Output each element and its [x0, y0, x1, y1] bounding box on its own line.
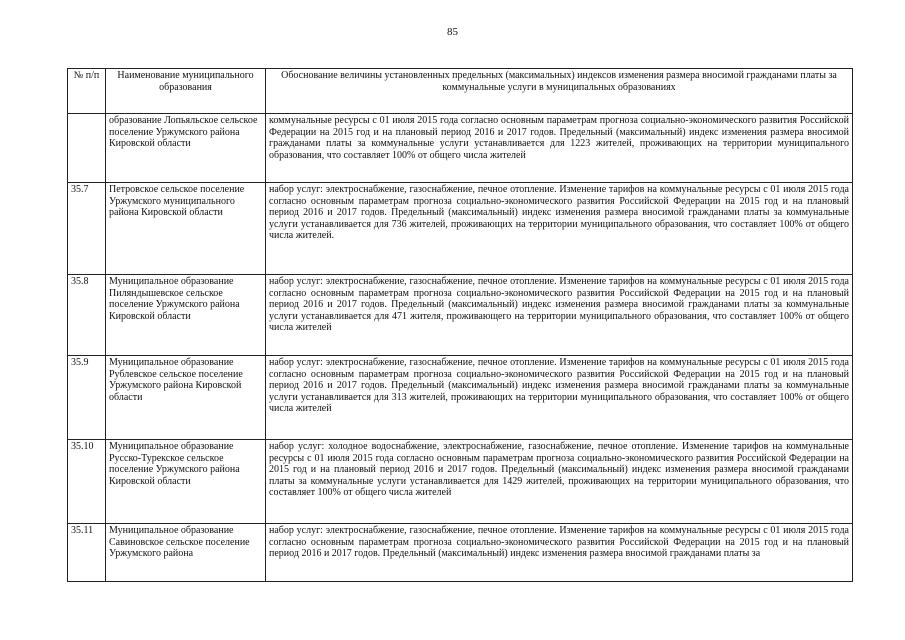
row-municipality-name: Муниципальное образование Пиляндышевское сельское поселение Уржумского района Кировской области — [106, 275, 266, 356]
tariff-index-table — [67, 68, 853, 582]
row-municipality-name: Муниципальное образование Русско-Турекское сельское поселение Уржумского района Кировской области — [106, 440, 266, 524]
table-row — [68, 356, 853, 440]
row-municipality-name: Муниципальное образование Савиновское сельское поселение Уржумского района — [106, 524, 266, 582]
row-number: 35.8 — [68, 275, 106, 356]
row-number — [68, 114, 106, 183]
row-number: 35.9 — [68, 356, 106, 440]
header-justification: Обоснование величины установленных предельных (максимальных) индексов изменения размера вносимой гражданами платы за коммунальные услуги в муниципальных образованиях — [266, 69, 853, 114]
row-justification: набор услуг: электроснабжение, газоснабжение, печное отопление. Изменение тарифов на коммунальные ресурсы с 01 июля 2015 года согласно основным параметрам прогноза социально-экономического развития Российской Федерации на 2015 год и на плановый период 2016 и 2017 годов. Предельный (максимальный) индекс изменения размера вносимой гражданами платы за — [266, 524, 853, 582]
row-justification: набор услуг: электроснабжение, газоснабжение, печное отопление. Изменение тарифов на коммунальные ресурсы с 01 июля 2015 года согласно основным параметрам прогноза социально-экономического развития Российской Федерации на 2015 год и на плановый период 2016 и 2017 годов. Предельный (максимальный) индекс изменения размера вносимой гражданами платы за коммунальные услуги устанавливается для 736 жителей, проживающих на территории муниципального образования, что составляет 100% от общего числа жителей. — [266, 183, 853, 275]
row-number: 35.7 — [68, 183, 106, 275]
row-municipality-name: Петровское сельское поселение Уржумского муниципального района Кировской области — [106, 183, 266, 275]
table-row — [68, 440, 853, 524]
row-municipality-name: образование Лопьяльское сельское поселение Уржумского района Кировской области — [106, 114, 266, 183]
header-municipality-name: Наименование муниципального образования — [106, 69, 266, 114]
row-number: 35.11 — [68, 524, 106, 582]
row-justification: набор услуг: холодное водоснабжение, электроснабжение, газоснабжение, печное отопление. Изменение тарифов на коммунальные ресурсы с 01 июля 2015 года согласно основным параметрам прогноза социально-экономического развития Российской Федерации на 2015 год и на плановый период 2016 и 2017 годов. Предельный (максимальный) индекс изменения размера вносимой гражданами платы за коммунальные услуги устанавливается для 1429 жителей, проживающих на территории муниципального образования, что составляет 100% от общего числа жителей — [266, 440, 853, 524]
page-number: 85 — [447, 26, 458, 38]
row-justification: набор услуг: электроснабжение, газоснабжение, печное отопление. Изменение тарифов на коммунальные ресурсы с 01 июля 2015 года согласно основным параметрам прогноза социально-экономического развития Российской Федерации на 2015 год и на плановый период 2016 и 2017 годов. Предельный (максимальный) индекс изменения размера вносимой гражданами платы за коммунальные услуги устанавливается для 313 жителей, проживающих на территории муниципального образования, что составляет 100% от общего числа жителей — [266, 356, 853, 440]
table-header-row — [68, 69, 853, 114]
table-row — [68, 114, 853, 183]
row-number: 35.10 — [68, 440, 106, 524]
table-row — [68, 524, 853, 582]
row-justification: коммунальные ресурсы с 01 июля 2015 года согласно основным параметрам прогноза социально-экономического развития Российской Федерации на 2015 год и на плановый период 2016 и 2017 годов. Предельный (максимальный) индекс изменения размера вносимой гражданами платы за коммунальные услуги устанавливается для 1223 жителей, проживающих на территории муниципального образования, что составляет 100% от общего числа жителей — [266, 114, 853, 183]
row-justification: набор услуг: электроснабжение, газоснабжение, печное отопление. Изменение тарифов на коммунальные ресурсы с 01 июля 2015 года согласно основным параметрам прогноза социально-экономического развития Российской Федерации на 2015 год и на плановый период 2016 и 2017 годов. Предельный (максимальный) индекс изменения размера вносимой гражданами платы за коммунальные услуги устанавливается для 471 жителя, проживающего на территории муниципального образования, что составляет 100% от общего числа жителей — [266, 275, 853, 356]
table-row — [68, 275, 853, 356]
table-row — [68, 183, 853, 275]
row-municipality-name: Муниципальное образование Рублевское сельское поселение Уржумского района Кировской области — [106, 356, 266, 440]
header-number: № п/п — [68, 69, 106, 114]
